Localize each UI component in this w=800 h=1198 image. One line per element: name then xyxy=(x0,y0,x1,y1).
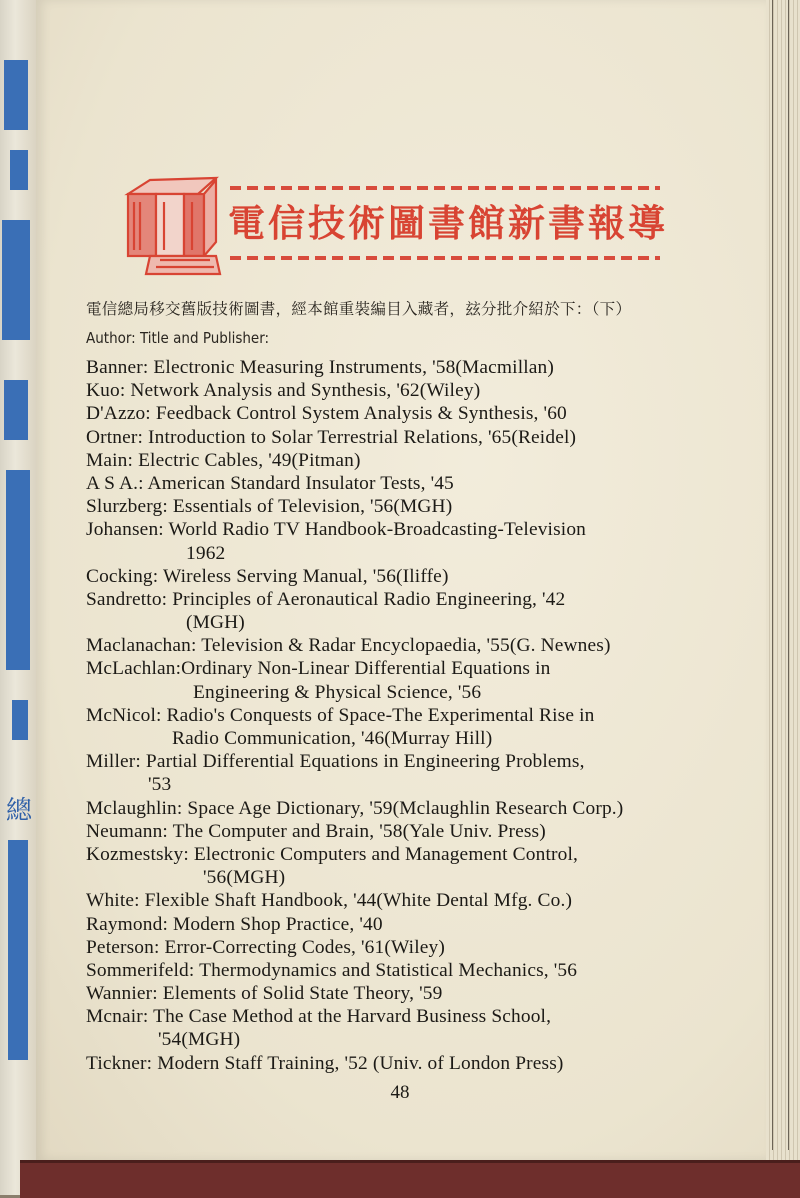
entry-line: Main: Electric Cables, '49(Pitman) xyxy=(86,449,361,471)
entry-line: Tickner: Modern Staff Training, '52 (Univ. of London Press) xyxy=(86,1052,564,1074)
entry-line: Miller: Partial Differential Equations in Engineering Problems, xyxy=(86,751,585,773)
list-item xyxy=(86,379,726,402)
entry-continuation-line: Radio Communication, '46(Murray Hill) xyxy=(172,728,493,749)
list-item xyxy=(86,588,726,634)
entry-continuation-line: Engineering & Physical Science, '56 xyxy=(193,681,482,703)
page-number: 48 xyxy=(390,1082,410,1103)
entry-line: Peterson: Error-Correcting Codes, '61(Wiley) xyxy=(86,936,445,958)
list-item xyxy=(86,449,726,472)
entry-line: Sommerifeld: Thermodynamics and Statistical Mechanics, '56 xyxy=(86,959,578,981)
list-item xyxy=(86,889,726,912)
bottom-dash-rule xyxy=(230,256,660,260)
list-item xyxy=(86,797,726,820)
list-item xyxy=(86,565,726,588)
list-item xyxy=(86,426,726,449)
entry-line: White: Flexible Shaft Handbook, '44(White Dental Mfg. Co.) xyxy=(86,890,573,912)
list-item xyxy=(86,1052,726,1075)
list-item xyxy=(86,843,726,889)
entry-line: Maclanachan: Television & Radar Encyclopaedia, '55(G. Newnes) xyxy=(86,635,611,657)
entry-line: Neumann: The Computer and Brain, '58(Yale Univ. Press) xyxy=(86,820,546,842)
list-item xyxy=(86,356,726,379)
entry-line: Banner: Electronic Measuring Instruments, '58(Macmillan) xyxy=(86,357,554,378)
entry-line: Mclaughlin: Space Age Dictionary, '59(Mclaughlin Research Corp.) xyxy=(86,797,624,819)
list-item xyxy=(86,634,726,657)
list-item xyxy=(86,750,726,796)
list-item xyxy=(86,495,726,518)
list-item xyxy=(86,982,726,1005)
article-body xyxy=(86,294,726,1075)
entry-continuation-line: '56(MGH) xyxy=(203,867,286,889)
entry-line: Johansen: World Radio TV Handbook-Broadcasting-Television xyxy=(86,519,587,541)
entry-line: Ortner: Introduction to Solar Terrestrial Relations, '65(Reidel) xyxy=(86,426,577,448)
books-illustration-icon xyxy=(120,172,232,277)
list-item xyxy=(86,820,726,843)
list-item xyxy=(86,704,726,750)
entry-line: Mcnair: The Case Method at the Harvard Business School, xyxy=(86,1006,552,1028)
section-header xyxy=(120,172,668,282)
top-dash-rule xyxy=(230,186,660,190)
list-item xyxy=(86,936,726,959)
entry-line: Cocking: Wireless Serving Manual, '56(Iliffe) xyxy=(86,565,449,587)
list-item xyxy=(86,518,726,564)
adjacent-page-edge xyxy=(0,0,38,1195)
list-item xyxy=(86,657,726,703)
list-item xyxy=(86,1005,726,1051)
book-cover xyxy=(20,1160,800,1198)
entry-line: Slurzberg: Essentials of Television, '56(MGH) xyxy=(86,496,453,518)
column-heading: Author: Title and Publisher: xyxy=(86,329,270,347)
book-list xyxy=(86,356,726,1075)
entry-continuation-line: 1962 xyxy=(186,542,226,564)
entry-continuation-line: '54(MGH) xyxy=(158,1029,241,1051)
intro-paragraph: 電信總局移交舊版技術圖書，經本館重裝編目入藏者，玆分批介紹於下：（下） xyxy=(86,300,632,318)
left-page-character: 總 xyxy=(6,796,33,826)
list-item xyxy=(86,402,726,425)
entry-continuation-line: '53 xyxy=(148,774,172,796)
entry-line: Raymond: Modern Shop Practice, '40 xyxy=(86,913,383,935)
entry-line: Wannier: Elements of Solid State Theory, '59 xyxy=(86,983,443,1005)
entry-line: Sandretto: Principles of Aeronautical Radio Engineering, '42 xyxy=(86,588,566,610)
entry-continuation-line: (MGH) xyxy=(186,612,245,634)
list-item xyxy=(86,472,726,495)
entry-line: McNicol: Radio's Conquests of Space-The Experimental Rise in xyxy=(86,704,595,726)
entry-line: A S A.: American Standard Insulator Tests, '45 xyxy=(86,472,454,494)
entry-line: Kuo: Network Analysis and Synthesis, '62(Wiley) xyxy=(86,380,481,402)
entry-line: Kozmestsky: Electronic Computers and Management Control, xyxy=(86,843,578,865)
entry-line: D'Azzo: Feedback Control System Analysis & Synthesis, '60 xyxy=(86,403,567,425)
list-item xyxy=(86,913,726,936)
page-title: 電信技術圖書館新書報導 xyxy=(228,201,668,245)
entry-line: McLachlan:Ordinary Non-Linear Differential Equations in xyxy=(86,658,551,680)
list-item xyxy=(86,959,726,982)
